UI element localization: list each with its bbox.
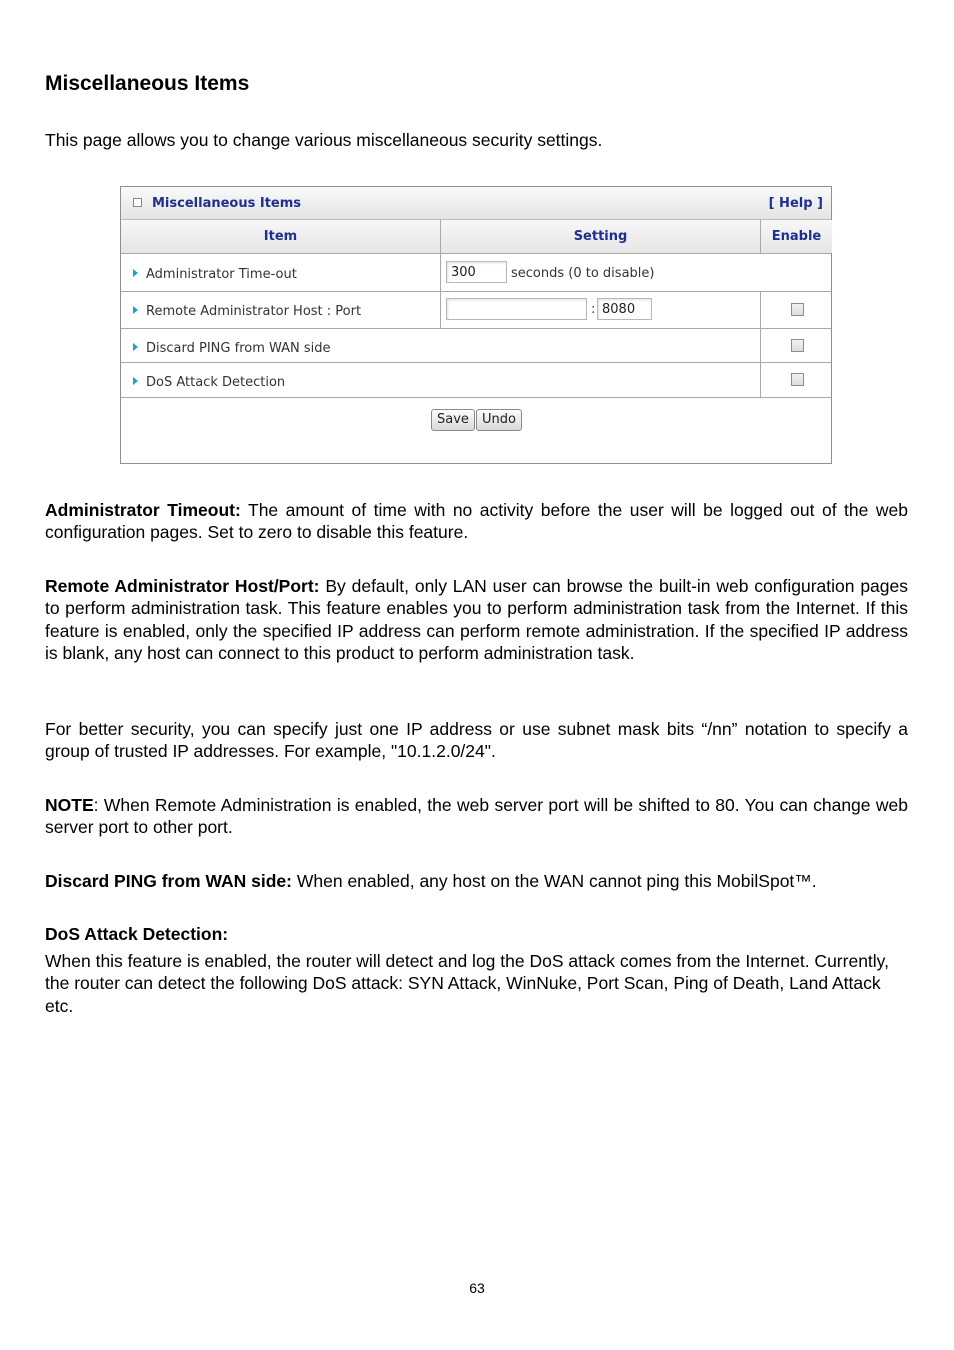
divider bbox=[440, 220, 441, 328]
divider bbox=[121, 362, 831, 363]
misc-items-panel bbox=[120, 186, 832, 464]
save-button[interactable]: Save bbox=[431, 409, 475, 431]
column-header-item: Item bbox=[121, 220, 440, 253]
dos-detection-enable-checkbox[interactable] bbox=[791, 373, 804, 386]
row-label-remote-host: Remote Administrator Host : Port bbox=[133, 304, 361, 319]
bullet-arrow-icon bbox=[133, 377, 138, 385]
dos-section-title: DoS Attack Detection: bbox=[45, 924, 229, 944]
panel-title: Miscellaneous Items bbox=[152, 196, 302, 211]
divider bbox=[760, 220, 761, 253]
column-header-enable: Enable bbox=[761, 220, 832, 253]
divider bbox=[760, 291, 761, 397]
page-title: Miscellaneous Items bbox=[45, 72, 250, 95]
discard-ping-enable-checkbox[interactable] bbox=[791, 339, 804, 352]
bullet-arrow-icon bbox=[133, 343, 138, 351]
row-label-discard-ping: Discard PING from WAN side bbox=[133, 341, 331, 356]
row-label-timeout: Administrator Time-out bbox=[133, 267, 297, 282]
section-title: Administrator Timeout: bbox=[45, 500, 241, 520]
row-label-dos-detection: DoS Attack Detection bbox=[133, 375, 285, 390]
undo-button[interactable]: Undo bbox=[476, 409, 522, 431]
dos-description: When this feature is enabled, the router will detect and log the DoS attack comes from the Internet. Currently, the router can detect the following DoS attack: SYN Attack, WinNuke, Port Scan, Ping of Death, Land Attack etc. bbox=[45, 951, 889, 1016]
remote-port-input[interactable] bbox=[597, 298, 652, 320]
panel-box-icon bbox=[133, 198, 142, 207]
intro-text: This page allows you to change various miscellaneous security settings. bbox=[45, 130, 603, 150]
section-title: Discard PING from WAN side: bbox=[45, 871, 292, 891]
remote-admin-enable-checkbox[interactable] bbox=[791, 303, 804, 316]
timeout-description: Administrator Timeout: The amount of time with no activity before the user will be logged out of the web configuration pages. Set to zero to disable this feature. bbox=[45, 500, 908, 543]
divider bbox=[121, 328, 831, 329]
page-number: 63 bbox=[469, 1280, 485, 1296]
host-port-separator: : bbox=[591, 302, 596, 317]
bullet-arrow-icon bbox=[133, 269, 138, 277]
timeout-input[interactable] bbox=[446, 261, 507, 283]
ping-description: Discard PING from WAN side: When enabled, any host on the WAN cannot ping this MobilSpot™. bbox=[45, 871, 817, 891]
security-description: For better security, you can specify just one IP address or use subnet mask bits “/nn” notation to specify a group of trusted IP addresses. For example, "10.1.2.0/24". bbox=[45, 719, 908, 762]
bullet-arrow-icon bbox=[133, 306, 138, 314]
section-title: NOTE bbox=[45, 795, 94, 815]
divider bbox=[121, 291, 831, 292]
section-title: Remote Administrator Host/Port: bbox=[45, 576, 320, 596]
note-description: NOTE: When Remote Administration is enabled, the web server port will be shifted to 80. You can change web server port to other port. bbox=[45, 795, 908, 838]
remote-host-description: Remote Administrator Host/Port: By default, only LAN user can browse the built-in web configuration pages to perform administration task. This feature enables you to perform administration task from the Internet. If this feature is enabled, only the specified IP address can perform remote administration. If the specified IP address is blank, any host can connect to this product to perform administration task. bbox=[45, 576, 908, 663]
help-link[interactable]: [ Help ] bbox=[768, 196, 823, 211]
panel-title-bar bbox=[121, 187, 831, 220]
column-header-setting: Setting bbox=[441, 220, 760, 253]
divider bbox=[121, 253, 831, 254]
divider bbox=[121, 397, 831, 398]
remote-host-input[interactable] bbox=[446, 298, 587, 320]
timeout-hint: seconds (0 to disable) bbox=[511, 266, 655, 281]
